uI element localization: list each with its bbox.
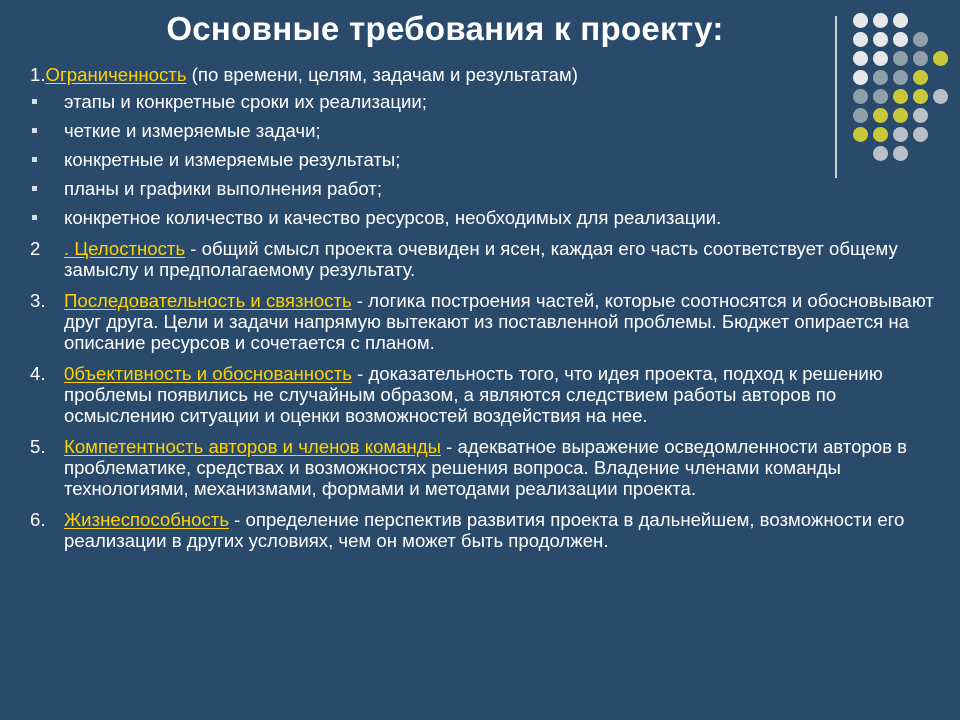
item-number: 2	[30, 238, 41, 259]
bullet-square-icon	[32, 186, 37, 191]
dot	[913, 32, 928, 47]
item-text: - определение перспектив развития проекта в дальнейшем, возможности его реализации в других условиях, чем он может быть продолжен.	[64, 509, 905, 551]
dot	[873, 13, 888, 28]
item-6	[30, 509, 940, 551]
bullet-square-icon	[32, 157, 37, 162]
bullet-text: конкретные и измеряемые результаты;	[64, 149, 401, 170]
item-term: . Целостность	[64, 238, 186, 259]
bullet-item	[30, 178, 940, 199]
dot	[893, 32, 908, 47]
bullet-item	[30, 91, 940, 112]
item-text: - общий смысл проекта очевиден и ясен, каждая его часть соответствует общему замыслу и предполагаемому результату.	[64, 238, 898, 280]
bullet-text: планы и графики выполнения работ;	[64, 178, 382, 199]
item-term: Жизнеспособность	[64, 509, 230, 530]
item-term: Ограниченность	[45, 64, 187, 85]
item-5	[30, 436, 940, 499]
dot	[853, 13, 868, 28]
dot	[873, 32, 888, 47]
item-text: - логика построения частей, которые соотносятся и обосновывают друг друга. Цели и задачи напрямую вытекают из поставленной проблемы. Бюджет опирается на описание ресурсов и сочетается с планом.	[64, 290, 934, 353]
item-number: 3.	[30, 290, 46, 311]
item-term: Компетентность авторов и членов команды	[64, 436, 442, 457]
bullet-square-icon	[32, 99, 37, 104]
item-1-heading	[30, 64, 940, 85]
bullet-text: конкретное количество и качество ресурсов, необходимых для реализации.	[64, 207, 722, 228]
item-text: - доказательность того, что идея проекта, подход к решению проблемы появились не случайным образом, а являются следствием работы авторов по осмыслению ситуации и оценки возможностей воздействия на нее.	[64, 363, 883, 426]
item-1-bullets	[30, 91, 940, 228]
item-number: 6.	[30, 509, 46, 530]
item-term: Последовательность и связность	[64, 290, 352, 311]
item-3	[30, 290, 940, 353]
bullet-item	[30, 207, 940, 228]
item-2	[30, 238, 940, 280]
item-text: - адекватное выражение осведомленности авторов в проблематике, средствах и возможностях решения вопроса. Владение членами команды технологиями, механизмами, формами и методами реализации проекта.	[64, 436, 908, 499]
item-text: (по времени, целям, задачам и результатам)	[186, 64, 578, 85]
requirements-list	[30, 64, 940, 551]
item-number: 5.	[30, 436, 46, 457]
page-title: Основные требования к проекту:	[166, 10, 724, 47]
bullet-item	[30, 120, 940, 141]
item-number: 1.	[30, 64, 46, 85]
item-4	[30, 363, 940, 426]
bullet-square-icon	[32, 128, 37, 133]
dot	[893, 13, 908, 28]
item-term: 0бъективность и обоснованность	[64, 363, 352, 384]
dot	[853, 32, 868, 47]
item-number: 4.	[30, 363, 46, 384]
bullet-square-icon	[32, 215, 37, 220]
bullet-text: этапы и конкретные сроки их реализации;	[64, 91, 427, 112]
bullet-item	[30, 149, 940, 170]
bullet-text: четкие и измеряемые задачи;	[64, 120, 321, 141]
